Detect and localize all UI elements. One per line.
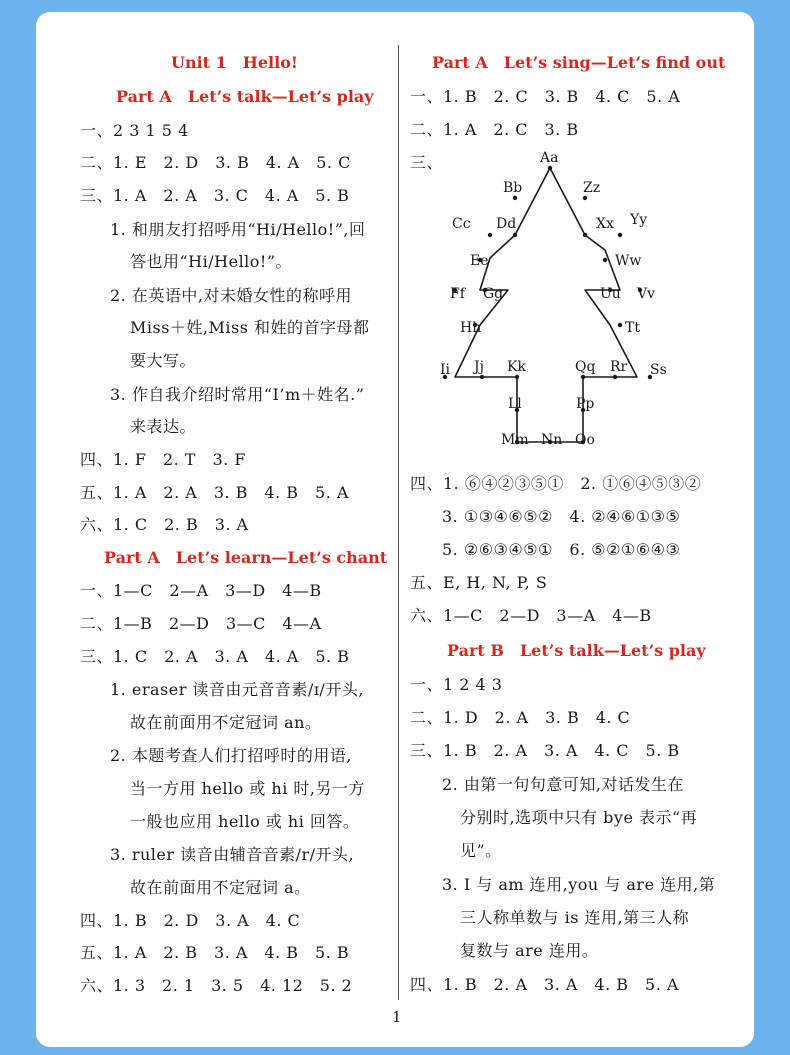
- explanation-line: 2. 本题考查人们打招呼时的用语,: [110, 746, 352, 765]
- tree-letter-ii: Ii: [440, 362, 451, 378]
- answer-line: 六、1. C 2. B 3. A: [80, 515, 249, 534]
- explanation-line: 1. eraser 读音由元音音素/ɪ/开头,: [110, 680, 364, 699]
- answer-line: 三、: [410, 153, 444, 172]
- tree-letter-cc: Cc: [452, 216, 471, 232]
- answer-line: 六、1. 3 2. 1 3. 5 4. 12 5. 2: [80, 976, 353, 995]
- column-divider: [398, 45, 399, 1000]
- tree-letter-zz: Zz: [583, 180, 601, 196]
- answer-line: 一、1. B 2. C 3. B 4. C 5. A: [410, 87, 681, 106]
- tree-letter-ee: Ee: [470, 253, 489, 269]
- answer-line: 一、2 3 1 5 4: [80, 121, 189, 140]
- answer-line: 五、1. A 2. B 3. A 4. B 5. B: [80, 943, 350, 962]
- answer-line: 二、1—B 2—D 3—C 4—A: [80, 614, 322, 633]
- tree-letter-yy: Yy: [630, 212, 648, 228]
- explanation-line: 当一方用 hello 或 hi 时,另一方: [130, 779, 365, 798]
- explanation-line: 故在前面用不定冠词 a。: [130, 878, 311, 897]
- answer-line: 二、1. D 2. A 3. B 4. C: [410, 708, 631, 727]
- answer-line: 5. ②⑥③④⑤① 6. ⑤②①⑥④③: [442, 540, 681, 559]
- tree-dot-kk: [515, 375, 519, 379]
- tree-letter-ss: Ss: [650, 362, 667, 378]
- tree-dot-ww: [603, 258, 607, 262]
- tree-dot-bb: [513, 196, 517, 200]
- tree-dot-qq: [581, 375, 585, 379]
- explanation-line: 2. 在英语中,对未婚女性的称呼用: [110, 286, 352, 305]
- answer-line: 四、1. B 2. A 3. A 4. B 5. A: [410, 975, 679, 994]
- tree-letter-pp: Pp: [576, 396, 595, 412]
- tree-letter-mm: Mm: [501, 432, 529, 448]
- tree-letter-ff: Ff: [450, 286, 465, 302]
- answer-line: 三、1. A 2. A 3. C 4. A 5. B: [80, 186, 350, 205]
- section-heading-sing-find-out: Part A Let’s sing—Let’s find out: [432, 53, 726, 72]
- explanation-line: 一般也应用 hello 或 hi 回答。: [130, 812, 360, 831]
- answer-line: 一、1 2 4 3: [410, 675, 503, 694]
- section-heading-learn-chant: Part A Let’s learn—Let’s chant: [104, 548, 388, 567]
- explanation-line: 3. ruler 读音由辅音音素/r/开头,: [110, 845, 355, 864]
- section-heading-b-talk-play: Part B Let’s talk—Let’s play: [447, 641, 706, 660]
- answer-line: 四、1. B 2. D 3. A 4. C: [80, 911, 301, 930]
- tree-dots: [443, 166, 652, 444]
- answer-line: 一、1—C 2—A 3—D 4—B: [80, 581, 322, 600]
- answer-line: 五、1. A 2. A 3. B 4. B 5. A: [80, 483, 349, 502]
- tree-letter-gg: Gg: [483, 286, 504, 302]
- tree-outline: [455, 168, 637, 442]
- tree-letter-dd: Dd: [496, 216, 517, 232]
- tree-dot-aa: [548, 166, 552, 170]
- explanation-line: Miss＋姓,Miss 和姓的首字母都: [130, 318, 370, 337]
- explanation-line: 故在前面用不定冠词 an。: [130, 713, 322, 732]
- tree-letter-kk: Kk: [507, 359, 526, 375]
- tree-letter-bb: Bb: [503, 180, 523, 196]
- explanation-line: 见”。: [460, 841, 502, 860]
- answer-line: 四、1. ⑥④②③⑤① 2. ①⑥④⑤③②: [410, 474, 702, 493]
- explanation-line: 3. 作自我介绍时常用“I’m＋姓名.”: [110, 385, 365, 404]
- tree-letter-oo: Oo: [575, 432, 595, 448]
- answer-line: 3. ①③④⑥⑤② 4. ②④⑥①③⑤: [442, 507, 681, 526]
- answer-line: 五、E, H, N, P, S: [410, 573, 548, 592]
- tree-dot-dd: [513, 233, 517, 237]
- tree-letter-aa: Aa: [540, 150, 559, 166]
- tree-letter-vv: Vv: [637, 286, 656, 302]
- tree-dot-rr: [613, 375, 617, 379]
- answer-line: 二、1. E 2. D 3. B 4. A 5. C: [80, 153, 351, 172]
- answer-line: 二、1. A 2. C 3. B: [410, 120, 579, 139]
- explanation-line: 三人称单数与 is 连用,第三人称: [460, 908, 690, 927]
- explanation-line: 3. I 与 am 连用,you 与 are 连用,第: [442, 875, 716, 894]
- answer-line: 六、1—C 2—D 3—A 4—B: [410, 606, 652, 625]
- explanation-line: 复数与 are 连用。: [460, 941, 599, 960]
- tree-letter-hh: Hh: [460, 320, 482, 336]
- tree-letter-qq: Qq: [575, 359, 596, 375]
- tree-dot-zz: [583, 196, 587, 200]
- explanation-line: 2. 由第一句句意可知,对话发生在: [442, 775, 684, 794]
- answer-line: 四、1. F 2. T 3. F: [80, 450, 246, 469]
- explanation-line: 要大写。: [130, 351, 197, 370]
- unit-title: Unit 1 Hello!: [171, 53, 298, 72]
- tree-letter-rr: Rr: [610, 359, 628, 375]
- tree-letter-xx: Xx: [596, 216, 614, 232]
- tree-dot-yy: [618, 233, 622, 237]
- tree-dot-tt: [618, 323, 622, 327]
- explanation-line: 来表达。: [130, 417, 197, 436]
- section-heading-talk-play: Part A Let’s talk—Let’s play: [116, 87, 374, 106]
- tree-labels: [440, 150, 667, 448]
- tree-letter-nn: Nn: [541, 432, 563, 448]
- tree-letter-tt: Tt: [625, 320, 640, 336]
- answer-line: 三、1. C 2. A 3. A 4. A 5. B: [80, 647, 350, 666]
- explanation-line: 分别时,选项中只有 bye 表示“再: [460, 808, 698, 827]
- tree-letter-uu: Uu: [600, 286, 621, 302]
- tree-dot-xx: [583, 233, 587, 237]
- alphabet-tree-diagram: [400, 140, 690, 465]
- explanation-line: 1. 和朋友打招呼用“Hi/Hello!”,回: [110, 220, 366, 239]
- explanation-line: 答也用“Hi/Hello!”。: [130, 252, 293, 271]
- tree-letter-ww: Ww: [615, 253, 642, 269]
- tree-dot-cc: [488, 233, 492, 237]
- tree-letter-ll: Ll: [508, 396, 522, 412]
- tree-letter-jj: Jj: [474, 359, 484, 375]
- tree-dot-jj: [480, 375, 484, 379]
- answer-line: 三、1. B 2. A 3. A 4. C 5. B: [410, 741, 680, 760]
- page-number: 1: [392, 1008, 402, 1026]
